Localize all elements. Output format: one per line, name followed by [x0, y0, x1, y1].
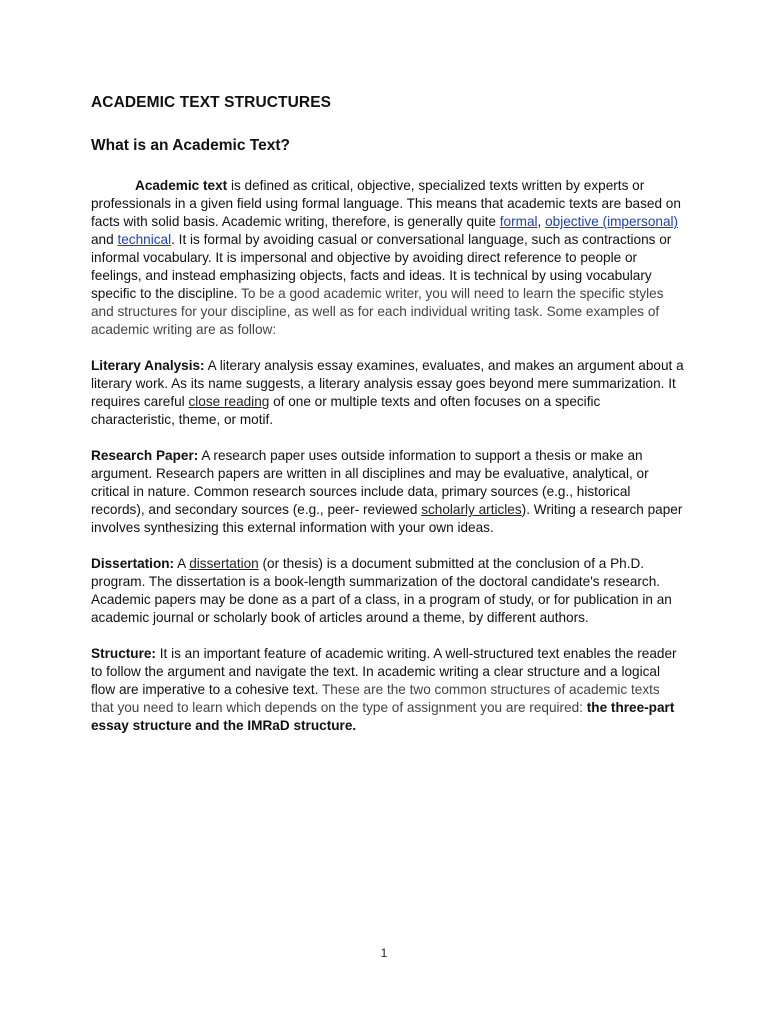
link-formal[interactable]: formal	[499, 214, 538, 229]
dissertation-paragraph: Dissertation: A dissertation (or thesis) is a document submitted at the conclusion of a Ph.D. program. The dissertation is a book-length summarization of the doctoral candidate's research.	[91, 556, 661, 589]
academic-papers-paragraph: Academic papers may be done as a part of a class, in a program of study, or for publication in an academic journal or scholarly book of articles around a theme, by different authors.	[91, 592, 672, 625]
document-title: ACADEMIC TEXT STRUCTURES	[91, 94, 332, 111]
document-body	[91, 177, 686, 753]
scholarly-articles-underline: scholarly articles	[421, 502, 522, 517]
literary-analysis-term: Literary Analysis:	[91, 358, 205, 373]
intro-paragraph: Academic text is defined as critical, objective, specialized texts written by experts or professionals in a given field using formal language. This means that academic texts are based on facts with solid basis. Academic writing, therefore, is generally quite formal, objective (impersonal) and technical. It is formal by avoiding casual or conversational language, such as contractions or informal vocabulary. It is impersonal and objective by avoiding direct reference to people or feelings, and instead emphasizing objects, facts and ideas. It is technical by using vocabulary specific to the discipline. To be a good academic writer, you will need to learn the specific styles and structures for your discipline, as well as for each individual writing task. Some examples of academic writing are as follow:	[91, 178, 681, 337]
close-reading-underline: close reading	[188, 394, 270, 409]
link-objective[interactable]: objective (impersonal)	[545, 214, 679, 229]
research-paper-term: Research Paper:	[91, 448, 199, 463]
section-heading: What is an Academic Text?	[91, 137, 290, 154]
intro-lead-term: Academic text	[135, 178, 228, 193]
structure-types: the three-part essay structure and the IMRaD structure.	[91, 700, 675, 733]
research-paper-paragraph: Research Paper: A research paper uses outside information to support a thesis or make an argument. Research papers are written in all disciplines and may be evaluative, analytical, or critical in nature. Common research sources include data, primary sources (e.g., historical records), and secondary sources (e.g., peer- reviewed scholarly articles). Writing a research paper involves synthesizing this external information with your own ideas.	[91, 448, 683, 535]
dissertation-underline: dissertation	[189, 556, 259, 571]
literary-analysis-paragraph: Literary Analysis: A literary analysis essay examines, evaluates, and makes an argument about a literary work. As its name suggests, a literary analysis essay goes beyond mere summarization. It requires careful close reading of one or multiple texts and often focuses on a specific characteristic, theme, or motif.	[91, 358, 684, 427]
link-technical[interactable]: technical	[117, 232, 172, 247]
page-number: 1	[380, 946, 388, 960]
dissertation-term: Dissertation:	[91, 556, 175, 571]
structure-term: Structure:	[91, 646, 156, 661]
structure-paragraph: Structure: It is an important feature of academic writing. A well-structured text enables the reader to follow the argument and navigate the text. In academic writing a clear structure and a logical flow are imperative to a cohesive text. These are the two common structures of academic texts that you need to learn which depends on the type of assignment you are required: the three-part essay structure and the IMRaD structure.	[91, 646, 677, 733]
